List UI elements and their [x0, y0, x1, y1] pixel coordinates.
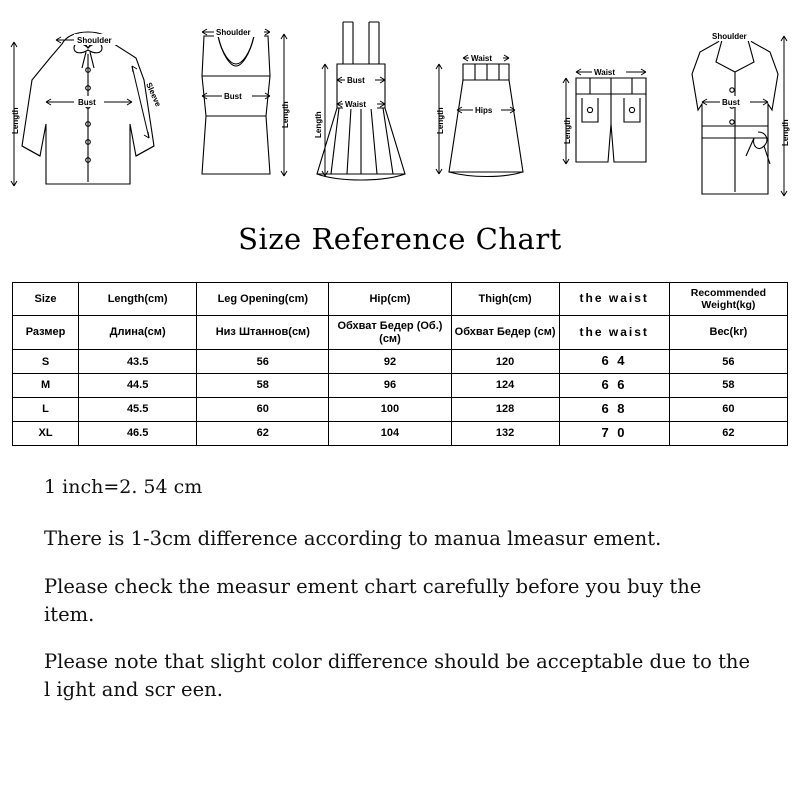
label-length: Length	[11, 107, 20, 134]
diagram-blouse	[4, 6, 172, 206]
label-shoulder: Shoulder	[77, 36, 112, 45]
page-title: Size Reference Chart	[238, 222, 562, 256]
cell-hip: 92	[329, 350, 451, 374]
header-waist: the waist	[559, 283, 669, 316]
cell-weight: 60	[669, 398, 787, 422]
cell-size: XL	[13, 422, 79, 446]
diagram-shorts	[550, 6, 672, 206]
header-leg-opening-ru: Низ Штаннов(см)	[197, 316, 329, 350]
diagram-coat	[674, 6, 796, 214]
table-row	[13, 422, 788, 446]
label-waist: Waist	[344, 100, 366, 109]
cell-length: 46.5	[79, 422, 197, 446]
header-hip: Hip(cm)	[329, 283, 451, 316]
cell-length: 45.5	[79, 398, 197, 422]
cell-length: 43.5	[79, 350, 197, 374]
garment-diagram-strip	[0, 0, 800, 210]
table-header-row-en	[13, 283, 788, 316]
cell-leg-opening: 60	[197, 398, 329, 422]
header-size: Size	[13, 283, 79, 316]
cell-size: S	[13, 350, 79, 374]
label-shoulder: Shoulder	[711, 32, 747, 41]
cell-weight: 56	[669, 350, 787, 374]
label-shoulder: Shoulder	[216, 28, 252, 37]
cell-hip: 100	[329, 398, 451, 422]
label-bust: Bust	[78, 98, 96, 107]
cell-thigh: 120	[451, 350, 559, 374]
table-row	[13, 398, 788, 422]
diagram-dress	[299, 6, 423, 206]
cell-leg-opening: 62	[197, 422, 329, 446]
size-table	[12, 282, 788, 446]
cell-hip: 96	[329, 374, 451, 398]
label-bust: Bust	[346, 76, 365, 85]
note-color-difference: Please note that slight color difference should be acceptable due to the l ight and scr een.	[44, 650, 751, 701]
header-leg-opening: Leg Opening(cm)	[197, 283, 329, 316]
label-bust: Bust	[721, 98, 740, 107]
label-sleeve: Sleeve	[144, 81, 163, 108]
cell-size: M	[13, 374, 79, 398]
header-length-ru: Длина(см)	[79, 316, 197, 350]
note-check-chart: Please check the measur ement chart carefully before you buy the item.	[44, 574, 702, 626]
diagram-camisole	[174, 6, 296, 206]
label-length: Length	[313, 111, 323, 138]
cell-hip: 104	[329, 422, 451, 446]
header-recommended-weight: Recommended Weight(kg)	[669, 283, 787, 316]
table-row	[13, 374, 788, 398]
cell-thigh: 124	[451, 374, 559, 398]
cell-leg-opening: 56	[197, 350, 329, 374]
header-hip-ru: Обхват Бедер (Об.)(см)	[329, 316, 451, 350]
label-length: Length	[780, 119, 790, 146]
diagram-skirt	[425, 6, 547, 206]
header-thigh: Thigh(cm)	[451, 283, 559, 316]
cell-length: 44.5	[79, 374, 197, 398]
cell-thigh: 132	[451, 422, 559, 446]
cell-weight: 62	[669, 422, 787, 446]
cell-waist: 6 6	[559, 374, 669, 398]
cell-waist: 6 4	[559, 350, 669, 374]
table-header-row-ru	[13, 316, 788, 350]
cell-waist: 6 8	[559, 398, 669, 422]
label-waist: Waist	[593, 68, 615, 77]
notes-section	[0, 474, 800, 703]
note-measurement-difference: There is 1-3cm difference according to manua lmeasur ement.	[44, 527, 662, 551]
label-waist: Waist	[471, 54, 493, 63]
size-table-wrapper	[0, 282, 800, 446]
label-length: Length	[562, 117, 572, 144]
cell-size: L	[13, 398, 79, 422]
header-weight-ru: Вес(kr)	[669, 316, 787, 350]
cell-thigh: 128	[451, 398, 559, 422]
label-bust: Bust	[224, 92, 243, 101]
label-length: Length	[281, 101, 291, 128]
label-hips: Hips	[475, 106, 493, 115]
header-waist-ru: the waist	[559, 316, 669, 350]
label-length: Length	[436, 107, 446, 134]
header-thigh-ru: Обхват Бедер (см)	[451, 316, 559, 350]
header-size-ru: Размер	[13, 316, 79, 350]
cell-leg-opening: 58	[197, 374, 329, 398]
header-length: Length(cm)	[79, 283, 197, 316]
cell-waist: 7 0	[559, 422, 669, 446]
table-row	[13, 350, 788, 374]
cell-weight: 58	[669, 374, 787, 398]
note-conversion: 1 inch=2. 54 cm	[44, 476, 203, 499]
